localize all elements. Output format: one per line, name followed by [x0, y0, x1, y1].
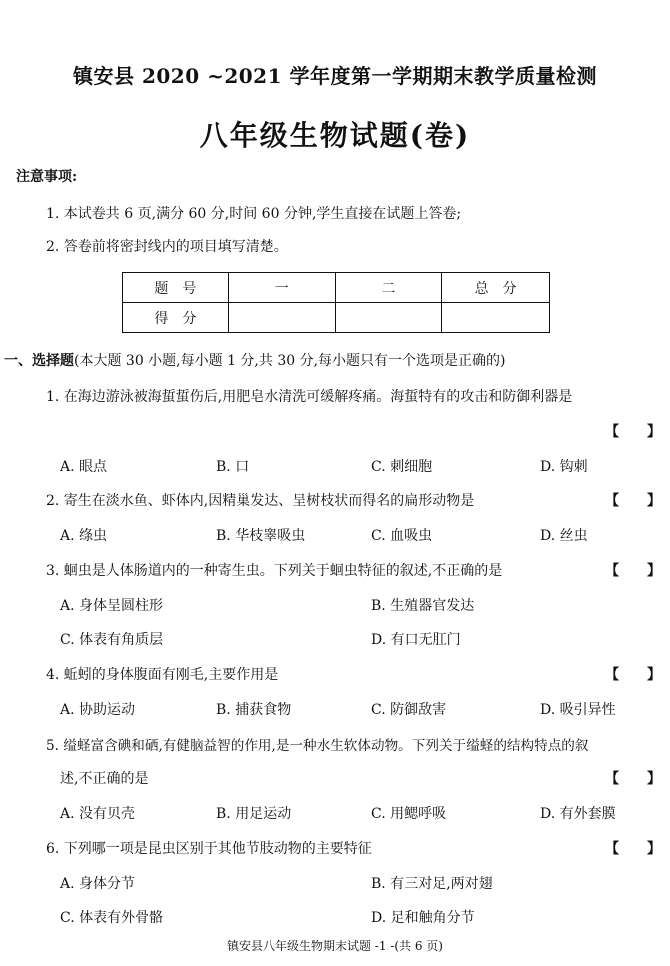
page-footer: 镇安县八年级生物期末试题 -1 -(共 6 页)	[226, 939, 443, 953]
score-field-total[interactable]	[442, 303, 550, 333]
question-5-stem-continued: 述,不正确的是	[60, 771, 149, 787]
question-1-option-a: A. 眼点	[60, 459, 108, 475]
question-2-stem: 2. 寄生在淡水鱼、虾体内,因精巢发达、呈树枝状而得名的扁形动物是	[46, 493, 475, 509]
score-table-cell-total: 总 分	[442, 273, 550, 303]
section-note: (本大题 30 小题,每小题 1 分,共 30 分,每小题只有一个选项是正确的)	[74, 353, 506, 369]
question-2-option-c: C. 血吸虫	[371, 528, 433, 544]
question-6-option-a: A. 身体分节	[60, 876, 136, 892]
score-field-part2[interactable]	[335, 303, 442, 333]
question-6-option-c: C. 体表有外骨骼	[60, 910, 164, 926]
question-6-stem: 6. 下列哪一项是昆虫区别于其他节肢动物的主要特征	[46, 841, 372, 857]
question-5-answer-bracket[interactable]: 【 】	[605, 771, 661, 787]
score-table-cell-part1: 一	[228, 273, 335, 303]
question-4-option-a: A. 协助运动	[60, 702, 136, 718]
notes-heading: 注意事项:	[16, 169, 78, 185]
score-table-header-row	[123, 273, 550, 303]
question-3-answer-bracket[interactable]: 【 】	[605, 563, 661, 579]
question-1-answer-bracket[interactable]: 【 】	[605, 424, 661, 440]
score-table-cell-score-label: 得 分	[123, 303, 229, 333]
question-5-option-d: D. 有外套膜	[540, 806, 616, 822]
question-6-option-d: D. 足和触角分节	[371, 910, 475, 926]
question-6-answer-bracket[interactable]: 【 】	[605, 841, 661, 857]
section-heading	[4, 350, 506, 370]
exam-title: 镇安县 2020 ~2021 学年度第一学期期末教学质量检测	[73, 64, 597, 88]
note-item-1: 1. 本试卷共 6 页,满分 60 分,时间 60 分钟,学生直接在试题上答卷;	[46, 206, 462, 222]
section-title: 一、选择题	[4, 353, 74, 369]
question-5-stem: 5. 缢蛏富含碘和硒,有健脑益智的作用,是一种水生软体动物。下列关于缢蛏的结构特点的叙	[46, 738, 589, 754]
question-2-option-a: A. 绦虫	[60, 528, 108, 544]
question-2-option-d: D. 丝虫	[540, 528, 588, 544]
question-3-option-d: D. 有口无肛门	[371, 632, 461, 648]
question-5-option-b: B. 用足运动	[216, 806, 292, 822]
question-5-option-c: C. 用鳃呼吸	[371, 806, 447, 822]
question-5-option-a: A. 没有贝壳	[60, 806, 136, 822]
score-table-cell-label: 题 号	[123, 273, 229, 303]
question-1-option-c: C. 刺细胞	[371, 459, 433, 475]
question-4-stem: 4. 蚯蚓的身体腹面有刚毛,主要作用是	[46, 667, 279, 683]
question-4-option-d: D. 吸引异性	[540, 702, 616, 718]
question-4-option-b: B. 捕获食物	[216, 702, 292, 718]
question-3-option-c: C. 体表有角质层	[60, 632, 164, 648]
question-2-answer-bracket[interactable]: 【 】	[605, 493, 661, 509]
question-6-option-b: B. 有三对足,两对翅	[371, 876, 493, 892]
question-3-stem: 3. 蛔虫是人体肠道内的一种寄生虫。下列关于蛔虫特征的叙述,不正确的是	[46, 563, 503, 579]
question-1-stem: 1. 在海边游泳被海蜇蜇伤后,用肥皂水清洗可缓解疼痛。海蜇特有的攻击和防御利器是	[46, 389, 573, 405]
note-item-2: 2. 答卷前将密封线内的项目填写清楚。	[46, 239, 288, 255]
question-1-option-d: D. 钩刺	[540, 459, 588, 475]
question-2-option-b: B. 华枝睾吸虫	[216, 528, 306, 544]
question-4-option-c: C. 防御敌害	[371, 702, 447, 718]
score-table-score-row	[123, 303, 550, 333]
score-table	[122, 272, 550, 333]
question-1-option-b: B. 口	[216, 459, 250, 475]
question-3-option-a: A. 身体呈圆柱形	[60, 598, 164, 614]
score-table-cell-part2: 二	[335, 273, 442, 303]
question-3-option-b: B. 生殖器官发达	[371, 598, 475, 614]
score-field-part1[interactable]	[228, 303, 335, 333]
question-4-answer-bracket[interactable]: 【 】	[605, 667, 661, 683]
paper-title: 八年级生物试题(卷)	[199, 119, 471, 152]
